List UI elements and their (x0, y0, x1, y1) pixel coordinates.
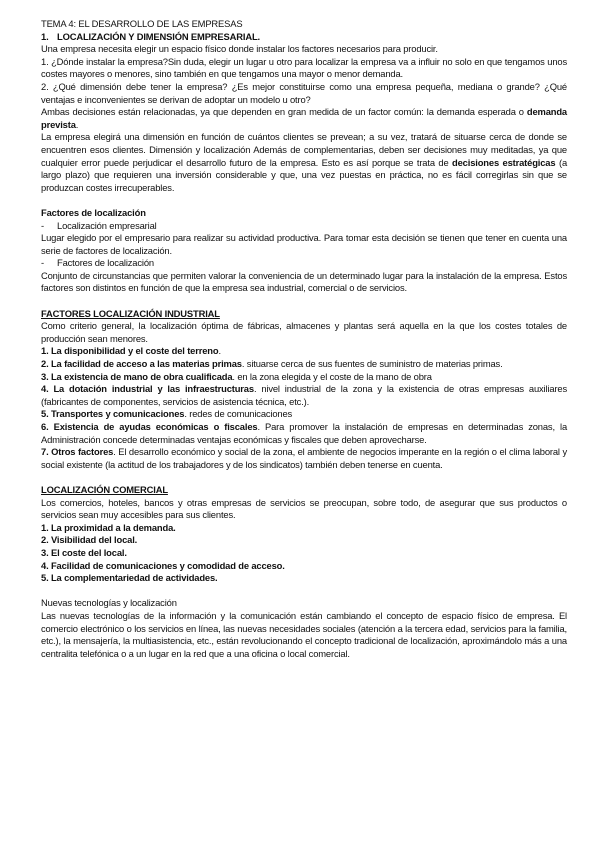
industrial-item-7 (41, 446, 567, 471)
industrial-item-3-bold: 3. La existencia de mano de obra cualificada (41, 370, 233, 382)
industrial-item-5 (41, 408, 567, 421)
industrial-intro: Como criterio general, la localización óptima de fábricas, almacenes y plantas será aquella en la que los costes totales de producción sean menores. (41, 320, 567, 344)
commercial-intro: Los comercios, hoteles, bancos y otras empresas de servicios se preocupan, sobre todo, de asegurar que sus productos o servicios sean muy accesibles para sus clientes. (41, 496, 567, 521)
industrial-item-4-text: . nivel industrial de la zona y la existencia de otras empresas auxiliares (fabricantes de componentes, servicios de asistencia técnica, etc.). (41, 383, 567, 407)
commercial-heading: LOCALIZACIÓN COMERCIAL (41, 483, 168, 495)
factors-heading: Factores de localización (41, 206, 146, 218)
industrial-item-5-text: . redes de comunicaciones (184, 408, 293, 420)
paragraph-demand-end: . (75, 118, 79, 130)
industrial-item-1-text: . (218, 345, 221, 357)
strategy-bold: decisiones estratégicas (452, 156, 556, 168)
demand-bold: demanda prevista (41, 106, 567, 130)
commercial-item-3 (41, 547, 567, 560)
factors-item-2 (41, 257, 567, 270)
industrial-item-1-bold: 1. La disponibilidad y el coste del terreno (41, 345, 219, 357)
industrial-item-4 (41, 383, 567, 408)
industrial-item-6-bold: 6. Existencia de ayudas económicas o fiscales (41, 421, 258, 432)
factors-item-2-label: Factores de localización (57, 257, 154, 269)
commercial-item-1 (41, 522, 567, 535)
industrial-item-4-bold: 4. La dotación industrial y las infraestructuras (41, 383, 254, 395)
industrial-item-2-text: . situarse cerca de sus fuentes de suministro de materias primas. (241, 358, 503, 370)
factors-item-1-label: Localización empresarial (57, 219, 157, 231)
commercial-item-3-text: 3. El coste del local. (41, 546, 127, 558)
paragraph-demand (41, 106, 567, 131)
industrial-item-5-bold: 5. Transportes y comunicaciones (41, 408, 185, 420)
paragraph-strategy-text: La empresa elegirá una dimensión en función de cuántos clientes se prevean; a su vez, tratará de situarse cerca de donde se encuentren esos clientes. Dimensión y localización Además de complementarias, deben ser decisiones muy meditadas, ya que cualquier error puede perjudicar el desarrollo futuro de la empresa. Esto es así porque se trata de (41, 131, 567, 168)
tech-heading: Nuevas tecnologías y localización (41, 597, 177, 609)
industrial-item-1 (41, 345, 567, 358)
commercial-item-1-text: 1. La proximidad a la demanda. (41, 521, 176, 533)
document-page (41, 18, 567, 660)
industrial-heading: FACTORES LOCALIZACIÓN INDUSTRIAL (41, 307, 220, 319)
tech-paragraph: Las nuevas tecnologías de la información y la comunicación están cambiando el concepto de espacio físico de empresa. El comercio electrónico o los servicios en línea, las nuevas necesidades sociales (atención a la tercera edad, servicios para la familia, etc.), la mensajería, la multiasistencia, etc., están revolucionando el concepto tradicional de localización, aproximándolo más a una centralita telefónica o a un lugar en la red que a una oficina o local comercial. (41, 609, 567, 659)
commercial-item-5 (41, 572, 567, 585)
page-title: TEMA 4: EL DESARROLLO DE LAS EMPRESAS (41, 18, 243, 29)
intro-paragraph: Una empresa necesita elegir un espacio físico donde instalar los factores necesarios para producir. (41, 43, 438, 55)
paragraph-strategy-end: (a largo plazo) que requieren una inversión considerable y que, una vez puestas en práctica, no es fácil corregirlas sin que se produzcan costes irrecuperables. (41, 156, 568, 193)
industrial-item-7-text: . El desarrollo económico y social de la zona, el ambiente de negocios imperante en la región o el clima laboral y social existente (la actitud de los trabajadores y de los sindicatos) también deben tenerse en cuenta. (41, 446, 567, 470)
factors-item-1 (41, 220, 567, 233)
industrial-item-6-text: . Para promover la instalación de empresas en determinadas zonas, la Administración concede determinadas ventajas económicas y fiscales que deben aprovecharse. (41, 421, 568, 445)
commercial-item-2 (41, 534, 567, 547)
commercial-item-4 (41, 560, 567, 573)
industrial-item-3 (41, 371, 567, 384)
commercial-item-2-text: 2. Visibilidad del local. (41, 534, 138, 546)
commercial-item-4-text: 4. Facilidad de comunicaciones y comodidad de acceso. (41, 559, 285, 571)
industrial-item-2-bold: 2. La facilidad de acceso a las materias primas (41, 358, 242, 370)
dash-bullet: - (41, 257, 44, 269)
industrial-item-2 (41, 358, 567, 371)
commercial-item-5-text: 5. La complementariedad de actividades. (41, 572, 218, 584)
factors-item-1-text: Lugar elegido por el empresario para realizar su actividad productiva. Para tomar esta decisión se tienen que tener en cuenta una serie de factores de localización. (41, 232, 567, 256)
factors-item-2-text: Conjunto de circunstancias que permiten valorar la conveniencia de un determinado lugar para la instalación de la empresa. Estos factores son distintos en función de que la empresa sea industrial, comercial o de servicios. (41, 269, 567, 294)
section-heading (41, 31, 567, 44)
paragraph-strategy (41, 131, 567, 194)
section-heading-text: LOCALIZACIÓN Y DIMENSIÓN EMPRESARIAL. (57, 30, 260, 42)
industrial-item-7-bold: 7. Otros factores (41, 446, 114, 458)
question-2: 2. ¿Qué dimensión debe tener la empresa? ¿Es mejor constituirse como una empresa pequeña, mediana o grande? ¿Qué ventajas e inconvenientes se derivan de adoptar un modelo u otro? (41, 80, 567, 105)
question-1: 1. ¿Dónde instalar la empresa?Sin duda, elegir un lugar u otro para localizar la empresa va a influir no solo en que tengamos unos costes mayores o menores, sino también en que tengamos una mayor o menor demanda. (41, 55, 567, 80)
dash-bullet: - (41, 219, 44, 231)
paragraph-demand-text: Ambas decisiones están relacionadas, ya que dependen en gran medida de un factor común: la demanda esperada o (41, 106, 527, 118)
industrial-item-6 (41, 421, 567, 446)
industrial-item-3-text: . en la zona elegida y el coste de la mano de obra (232, 370, 432, 382)
section-number: 1. (41, 30, 49, 42)
